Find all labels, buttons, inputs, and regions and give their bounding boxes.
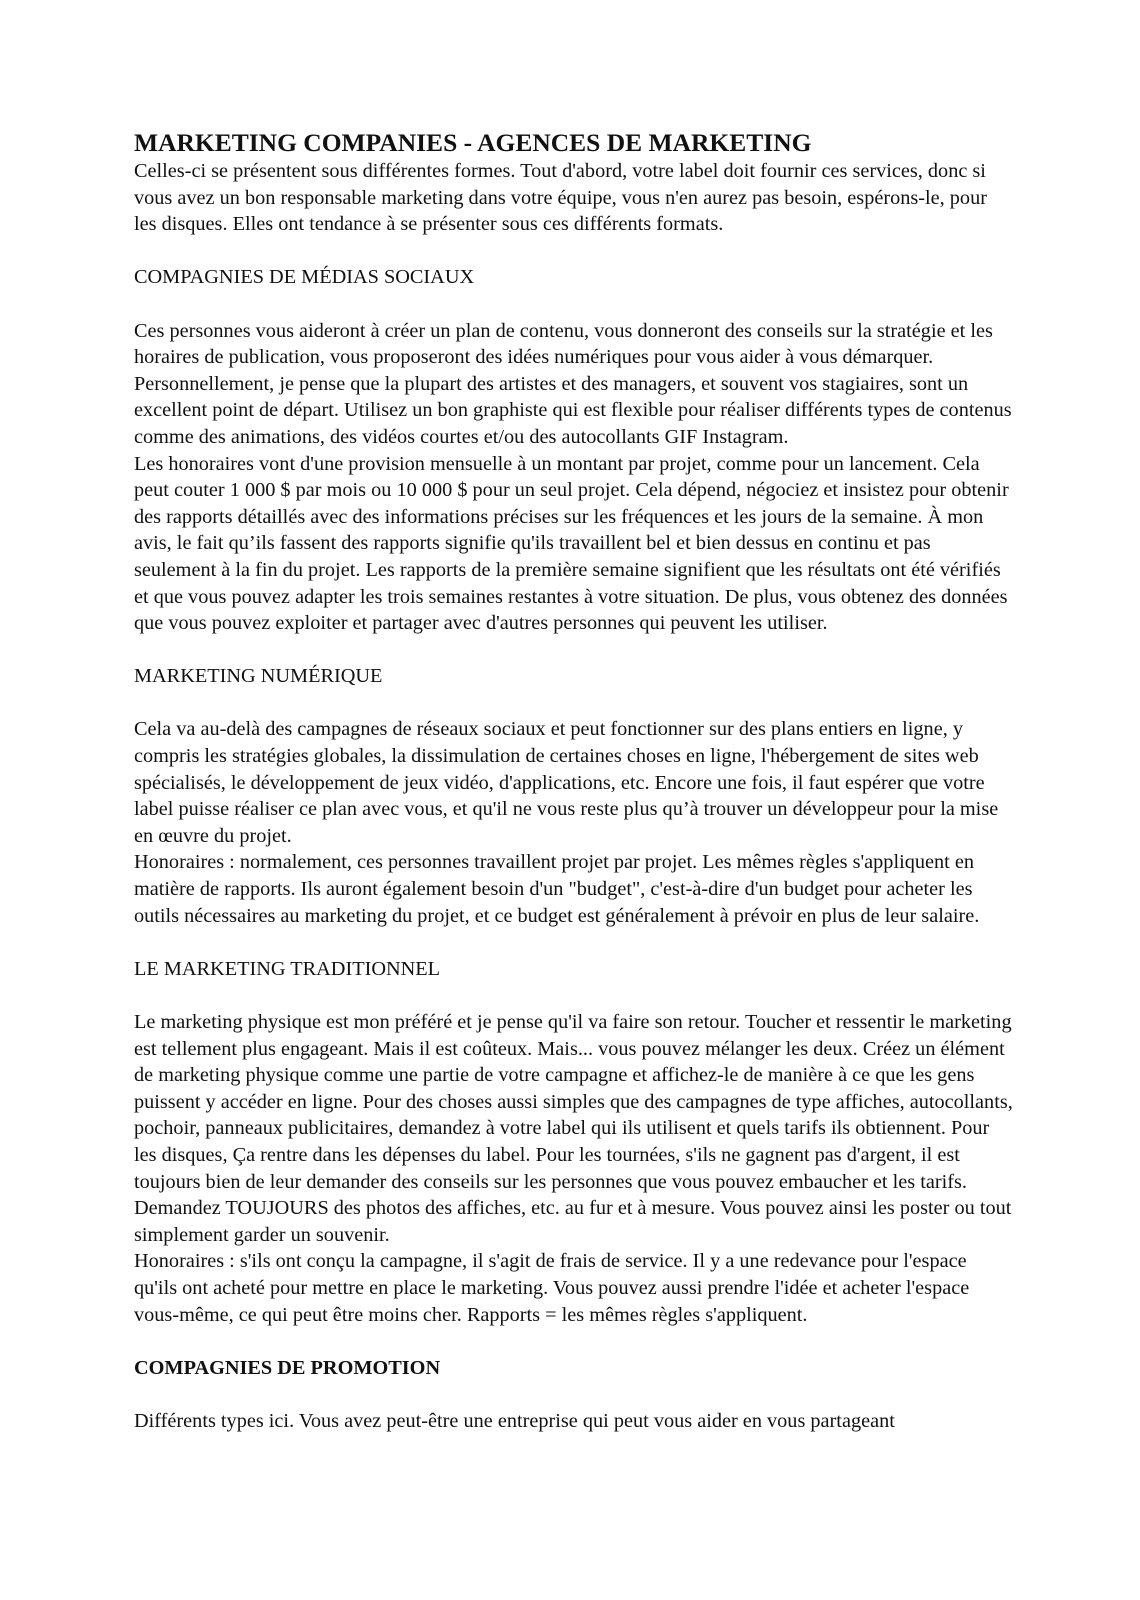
spacer: [134, 1381, 1014, 1408]
section-promotion: [134, 1355, 1014, 1435]
section-social-media: [134, 264, 1014, 636]
section-paragraph: Le marketing physique est mon préféré et je pense qu'il va faire son retour. Toucher et ressentir le marketing est tellement plus engageant. Mais il est coûteux. Mais... vous pouvez mélanger les deux. Créez un élément de marketing physique comme une partie de votre campagne et affichez-le de manière à ce que les gens puissent y accéder en ligne. Pour des choses aussi simples que des campagnes de type affiches, autocollants, pochoir, panneaux publicitaires, demandez à votre label qui ils utilisent et quels tarifs ils obtiennent. Pour les disques, Ça rentre dans les dépenses du label. Pour les tournées, s'ils ne gagnent pas d'argent, il est toujours bien de leur demander des conseils sur les personnes que vous pouvez embaucher et les tarifs. Demandez TOUJOURS des photos des affiches, etc. au fur et à mesure. Vous pouvez ainsi les poster ou tout simplement garder un souvenir.: [134, 1011, 1013, 1246]
section-heading: COMPAGNIES DE PROMOTION: [134, 1356, 441, 1379]
spacer: [134, 929, 1014, 956]
intro-paragraph: Celles-ci se présentent sous différentes formes. Tout d'abord, votre label doit fournir ces services, donc si vous avez un bon responsable marketing dans votre équipe, vous n'en aurez pas besoin, espérons-le, pour les disques. Elles ont tendance à se présenter sous ces différents formats.: [134, 160, 987, 236]
section-paragraph: Honoraires : s'ils ont conçu la campagne, il s'agit de frais de service. Il y a une redevance pour l'espace qu'ils ont acheté pour mettre en place le marketing. Vous pouvez aussi prendre l'idée et acheter l'espace vous-même, ce qui peut être moins cher. Rapports = les mêmes règles s'appliquent.: [134, 1250, 970, 1326]
spacer: [134, 982, 1014, 1009]
section-digital-marketing: [134, 663, 1014, 929]
section-heading: LE MARKETING TRADITIONNEL: [134, 957, 441, 980]
section-paragraph: Cela va au-delà des campagnes de réseaux sociaux et peut fonctionner sur des plans entiers en ligne, y compris les stratégies globales, la dissimulation de certaines choses en ligne, l'hébergement de sites web spécialisés, le développement de jeux vidéo, d'applications, etc. Encore une fois, il faut espérer que votre label puisse réaliser ce plan avec vous, et qu'il ne vous reste plus qu’à trouver un développeur pour la mise en œuvre du projet.: [134, 718, 999, 847]
spacer: [134, 291, 1014, 318]
spacer: [134, 690, 1014, 717]
section-paragraph: Ces personnes vous aideront à créer un plan de contenu, vous donneront des conseils sur la stratégie et les horaires de publication, vous proposeront des idées numériques pour vous aider à vous démarquer. Personnellement, je pense que la plupart des artistes et des managers, et souvent vos stagiaires, sont un excellent point de départ. Utilisez un bon graphiste qui est flexible pour réaliser différents types de contenus comme des animations, des vidéos courtes et/ou des autocollants GIF Instagram.: [134, 319, 1012, 448]
section-paragraph: Les honoraires vont d'une provision mensuelle à un montant par projet, comme pour un lancement. Cela peut couter 1 000 $ par mois ou 10 000 $ pour un seul projet. Cela dépend, négociez et insistez pour obtenir des rapports détaillés avec des informations précises sur les fréquences et les jours de la semaine. À mon avis, le fait qu’ils fassent des rapports signifie qu'ils travaillent bel et bien dessus en continu et pas seulement à la fin du projet. Les rapports de la première semaine signifient que les résultats ont été vérifiés et que vous pouvez adapter les trois semaines restantes à votre situation. De plus, vous obtenez des données que vous pouvez exploiter et partager avec d'autres personnes qui peuvent les utiliser.: [134, 452, 1009, 635]
document-page: [134, 128, 1014, 1435]
section-paragraph: Différents types ici. Vous avez peut-être une entreprise qui peut vous aider en vous partageant: [134, 1409, 895, 1432]
spacer: [134, 238, 1014, 265]
spacer: [134, 637, 1014, 664]
section-heading: COMPAGNIES DE MÉDIAS SOCIAUX: [134, 266, 475, 289]
document-title: MARKETING COMPANIES - AGENCES DE MARKETING: [134, 128, 812, 157]
spacer: [134, 1328, 1014, 1355]
section-traditional-marketing: [134, 956, 1014, 1328]
section-heading: MARKETING NUMÉRIQUE: [134, 665, 383, 688]
section-paragraph: Honoraires : normalement, ces personnes travaillent projet par projet. Les mêmes règles s'appliquent en matière de rapports. Ils auront également besoin d'un "budget", c'est-à-dire d'un budget pour acheter les outils nécessaires au marketing du projet, et ce budget est généralement à prévoir en plus de leur salaire.: [134, 851, 980, 927]
